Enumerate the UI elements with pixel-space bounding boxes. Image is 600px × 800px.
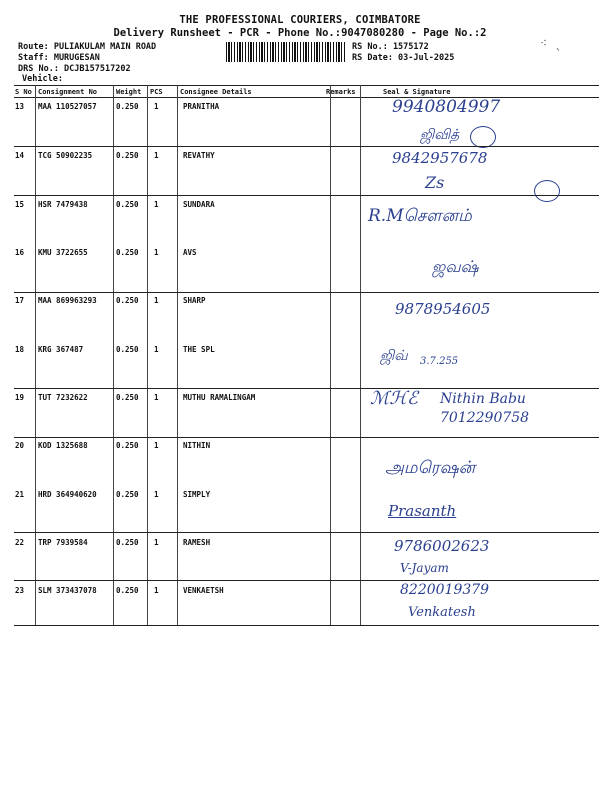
row-weight: 0.250 [116,538,139,547]
row-weight: 0.250 [116,151,139,160]
row-pcs: 1 [154,393,159,402]
row-sno: 17 [15,296,25,305]
row-consignment: HRD 364940620 [38,490,97,499]
col-remarks: Remarks [326,88,356,96]
signature-name: V-Jayam [400,561,449,575]
row-consignment: MAA 869963293 [38,296,97,305]
row-consignment: TUT 7232622 [38,393,88,402]
row-weight: 0.250 [116,345,139,354]
row-consignee: AVS [183,248,197,257]
row-weight: 0.250 [116,490,139,499]
col-divider [360,85,361,625]
row-consignment: HSR 7479438 [38,200,88,209]
row-pcs: 1 [154,586,159,595]
signature-name: R.Mசௌனம் [368,206,472,226]
row-sno: 23 [15,586,25,595]
signature-name: Venkatesh [408,605,476,620]
signature-name: ஜவஷ் [432,257,479,276]
row-rule [14,292,599,293]
signature-name: Prasanth [388,502,457,520]
row-pcs: 1 [154,151,159,160]
row-pcs: 1 [154,296,159,305]
row-sno: 18 [15,345,25,354]
rs-number: RS No.: 1575172 [352,42,429,52]
row-sno: 16 [15,248,25,257]
row-consignee: REVATHY [183,151,215,160]
signature-date: 3.7.255 [420,356,459,367]
signature-phone: 9786002623 [394,537,490,555]
row-pcs: 1 [154,102,159,111]
row-sno: 22 [15,538,25,547]
runsheet-subtitle: Delivery Runsheet - PCR - Phone No.:9047080280 - Page No.:2 [113,27,487,39]
row-rule [14,388,599,389]
row-rule [14,437,599,438]
col-consignment: Consignment No [38,88,98,96]
row-pcs: 1 [154,248,159,257]
col-sno: S No [15,88,32,96]
row-consignee: VENKAETSH [183,586,224,595]
signature-name: அமரெஷன் [385,458,476,478]
row-weight: 0.250 [116,200,139,209]
row-weight: 0.250 [116,296,139,305]
signature-name: ஜிவ் [380,348,408,364]
row-consignment: KMU 3722655 [38,248,88,257]
col-divider [35,85,36,625]
row-rule [14,532,599,533]
row-rule [14,580,599,581]
col-divider [113,85,114,625]
row-rule [14,146,599,147]
row-pcs: 1 [154,345,159,354]
header-top-rule [14,85,599,86]
header-bottom-rule [14,97,599,98]
company-title: THE PROFESSIONAL COURIERS, COIMBATORE [179,14,421,26]
row-rule [14,195,599,196]
row-sno: 14 [15,151,25,160]
vehicle-label: Vehicle: [22,74,63,84]
row-sno: 20 [15,441,25,450]
row-consignee: PRANITHA [183,102,220,111]
signature-phone: 9940804997 [392,97,501,117]
row-weight: 0.250 [116,102,139,111]
signature-phone: 7012290758 [440,410,530,426]
row-sno: 21 [15,490,25,499]
signature-name: ஜிவித் [420,127,460,143]
signature-scribble: ℳℋℰ [370,388,418,409]
signature-phone: 8220019379 [400,582,490,598]
row-consignee: SHARP [183,296,206,305]
row-pcs: 1 [154,490,159,499]
col-weight: Weight [116,88,142,96]
route-label: Route: PULIAKULAM MAIN ROAD [18,42,157,52]
seal-stamp [470,126,496,148]
row-weight: 0.250 [116,586,139,595]
signature-phone: 9878954605 [395,300,491,318]
signature-name: Nithin Babu [440,391,526,407]
col-consignee: Consignee Details [180,88,252,96]
row-consignment: KRG 367487 [38,345,84,354]
pen-mark: ⁖ ˎ [540,36,562,50]
signature-phone: 9842957678 [392,149,488,167]
col-divider [330,85,331,625]
row-consignment: TCG 50902235 [38,151,93,160]
seal-stamp [534,180,560,202]
row-weight: 0.250 [116,393,139,402]
table-bottom-rule [14,625,599,626]
row-consignee: MUTHU RAMALINGAM [183,393,256,402]
row-weight: 0.250 [116,441,139,450]
row-pcs: 1 [154,441,159,450]
row-consignment: TRP 7939584 [38,538,88,547]
row-consignment: SLM 373437078 [38,586,97,595]
row-sno: 13 [15,102,25,111]
row-consignment: MAA 110527057 [38,102,97,111]
col-seal: Seal & Signature [383,88,451,96]
row-consignment: KOD 1325688 [38,441,88,450]
col-pcs: PCS [150,88,163,96]
col-divider [147,85,148,625]
row-pcs: 1 [154,538,159,547]
drs-label: DRS No.: DCJB157517202 [18,64,131,74]
row-consignee: SUNDARA [183,200,215,209]
rs-date: RS Date: 03-Jul-2025 [352,53,455,63]
row-weight: 0.250 [116,248,139,257]
signature-name: Zs [425,173,445,192]
col-divider [177,85,178,625]
barcode [226,42,346,62]
row-consignee: NITHIN [183,441,211,450]
staff-label: Staff: MURUGESAN [18,53,100,63]
row-pcs: 1 [154,200,159,209]
row-sno: 19 [15,393,25,402]
row-consignee: THE SPL [183,345,215,354]
row-consignee: SIMPLY [183,490,211,499]
row-consignee: RAMESH [183,538,211,547]
row-sno: 15 [15,200,25,209]
